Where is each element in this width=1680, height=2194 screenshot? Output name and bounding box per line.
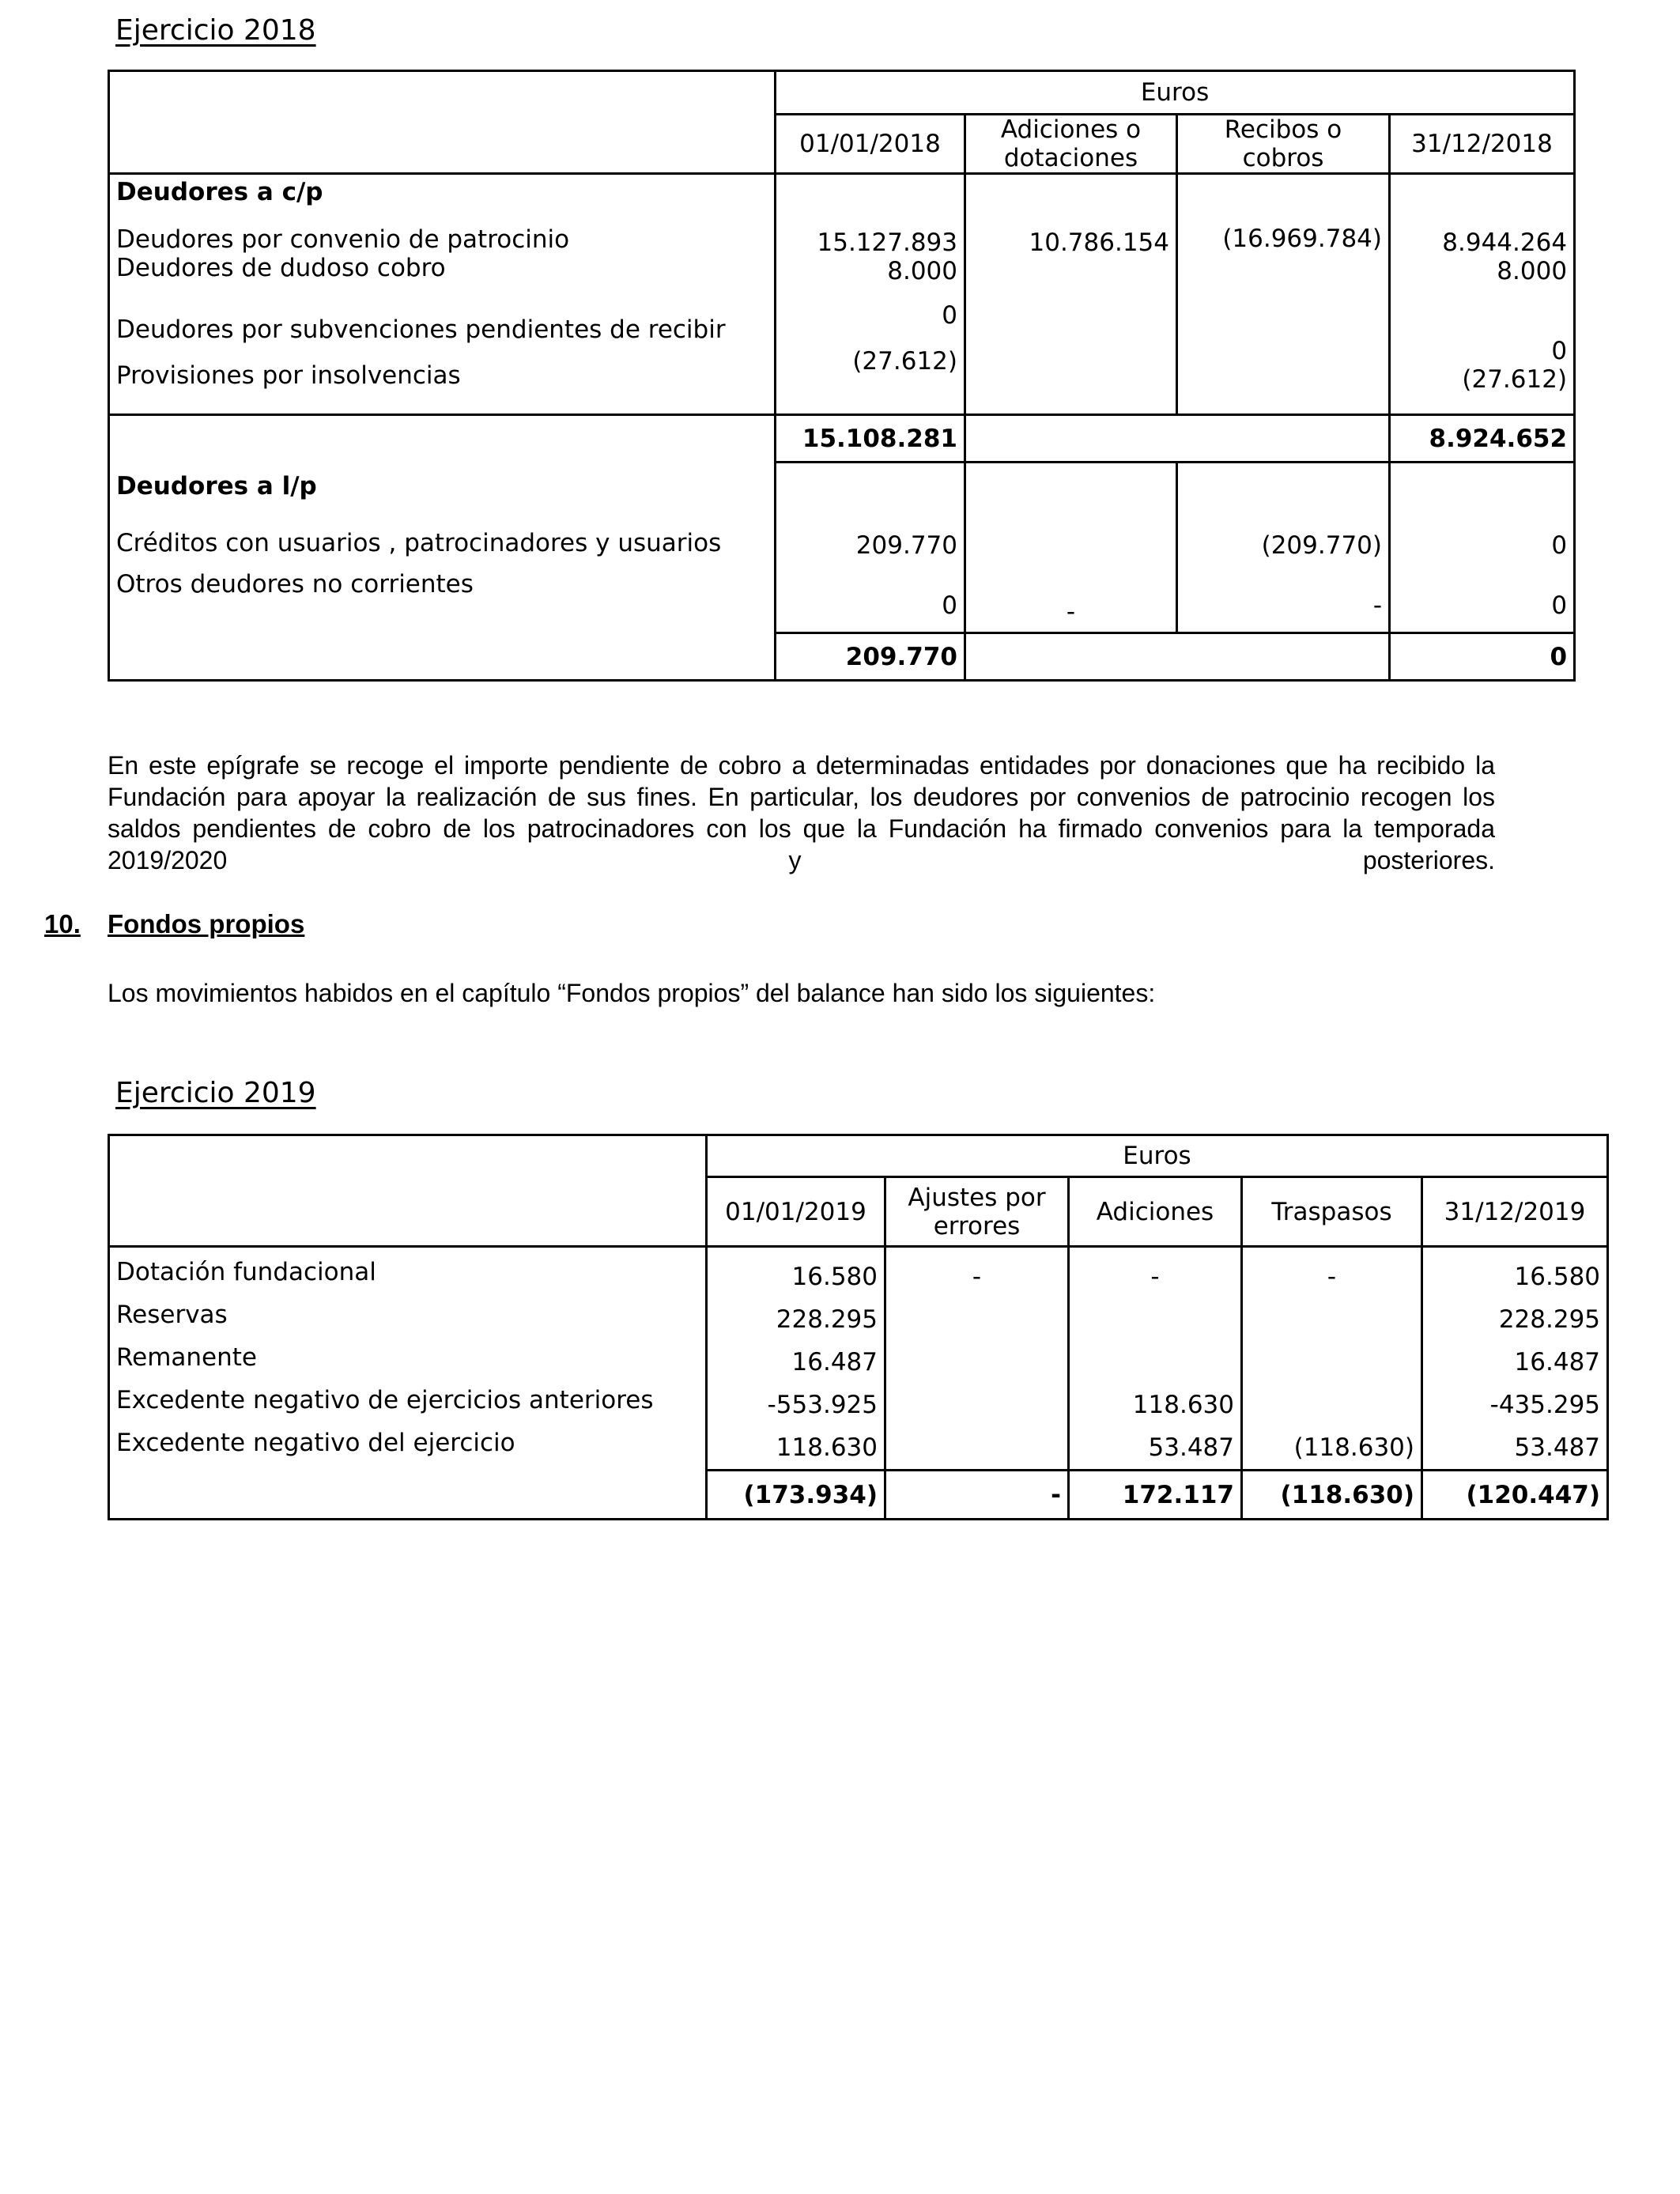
debtors-table-2018 xyxy=(108,70,1576,682)
col-header-start: 01/01/2019 xyxy=(707,1177,885,1247)
col-header-additions: Adiciones xyxy=(1069,1177,1242,1247)
long-term-total-end: 0 xyxy=(1390,633,1575,681)
cell-value: (27.612) xyxy=(852,347,957,376)
equity-adjustment-values xyxy=(885,1247,1069,1471)
long-term-end-values xyxy=(1390,463,1575,633)
equity-transfer-values xyxy=(1242,1247,1422,1471)
paragraph-line: temporada 2019/2020 y posteriores. xyxy=(108,814,1496,874)
cell-value: 10.786.154 xyxy=(1029,228,1169,257)
header-blank-cell xyxy=(109,1135,707,1247)
cell-value: (118.630) xyxy=(1293,1433,1414,1462)
cell-value: 228.295 xyxy=(1498,1305,1601,1334)
cell-value: 16.580 xyxy=(791,1263,878,1291)
body-paragraph xyxy=(108,750,1495,908)
header-blank-cell xyxy=(109,71,776,174)
cell-value xyxy=(1076,1341,1234,1384)
cell-value: -435.295 xyxy=(1489,1391,1601,1419)
row-label: Provisiones por insolvencias xyxy=(116,361,461,390)
equity-start-values xyxy=(707,1247,885,1471)
cell-value: - xyxy=(1150,1263,1160,1291)
cell-value: 8.000 xyxy=(887,257,957,285)
paragraph-line: En este epígrafe se recoge el importe pendiente de cobro a determinadas entidades por donaciones que ha recibido xyxy=(108,751,1466,780)
col-header-additions: Adiciones o dotaciones xyxy=(965,115,1177,174)
col-header-adjustments: Ajustes por errores xyxy=(885,1177,1069,1247)
total-additions: 172.117 xyxy=(1069,1471,1242,1520)
cell-value xyxy=(1249,1341,1414,1384)
row-label: Excedente negativo del ejercicio xyxy=(116,1429,515,1457)
total-end: (120.447) xyxy=(1422,1471,1608,1520)
short-term-start-values xyxy=(776,174,965,415)
col-header-transfers: Traspasos xyxy=(1242,1177,1422,1247)
long-term-total-start: 209.770 xyxy=(776,633,965,681)
row-label: Créditos con usuarios , patrocinadores y usuarios xyxy=(116,528,722,557)
col-header-end: 31/12/2018 xyxy=(1390,115,1575,174)
short-term-total-start: 15.108.281 xyxy=(776,415,965,463)
cell-value: - xyxy=(972,1263,982,1291)
cell-value: 8.000 xyxy=(1497,257,1568,285)
short-term-collections-values xyxy=(1177,174,1390,415)
cell-value: 0 xyxy=(1551,531,1568,560)
long-term-collections-values xyxy=(1177,463,1390,633)
cell-value xyxy=(1249,1298,1414,1341)
cell-value: 118.630 xyxy=(1132,1391,1234,1419)
cell-value: 15.127.893 xyxy=(817,228,957,257)
short-term-title: Deudores a c/p xyxy=(116,178,323,206)
row-label: Dotación fundacional xyxy=(116,1258,376,1286)
cell-value: (27.612) xyxy=(1462,365,1568,394)
total-transfers: (118.630) xyxy=(1242,1471,1422,1520)
cell-value xyxy=(1076,1298,1234,1341)
total-adjustments: - xyxy=(885,1471,1069,1520)
cell-value: 16.487 xyxy=(791,1348,878,1376)
cell-value: 16.487 xyxy=(1514,1348,1601,1376)
row-label: Deudores por convenio de patrocinio xyxy=(116,225,570,254)
section-title-2019: Ejercicio 2019 xyxy=(115,1077,316,1109)
short-term-end-values xyxy=(1390,174,1575,415)
equity-end-values xyxy=(1422,1247,1608,1471)
subtotal-label-cell xyxy=(109,415,776,463)
col-header-start: 01/01/2018 xyxy=(776,115,965,174)
section-title-2018: Ejercicio 2018 xyxy=(115,14,316,47)
cell-value: 53.487 xyxy=(1148,1433,1234,1462)
cell-value: 0 xyxy=(942,301,957,330)
lp-subtotal-label-cell xyxy=(109,633,776,681)
cell-value: 0 xyxy=(942,591,957,620)
heading-text: Fondos propios xyxy=(108,909,305,938)
paragraph-line: los saldos pendientes de cobro de los patrocinadores con los que la Fundación ha firmado convenios para la xyxy=(108,783,1496,843)
col-header-end: 31/12/2019 xyxy=(1422,1177,1608,1247)
cell-value: 0 xyxy=(1551,591,1568,620)
subtotal-empty-cell xyxy=(965,415,1390,463)
section-heading xyxy=(44,909,440,941)
cell-value: - xyxy=(1327,1263,1337,1291)
equity-table-2019 xyxy=(108,1134,1609,1520)
row-label: Deudores de dudoso cobro xyxy=(116,254,446,282)
long-term-title: Deudores a l/p xyxy=(116,471,317,500)
total-start: (173.934) xyxy=(707,1471,885,1520)
cell-value: 53.487 xyxy=(1514,1433,1601,1462)
cell-value: 16.580 xyxy=(1514,1263,1601,1291)
cell-value: 209.770 xyxy=(855,531,957,560)
long-term-labels xyxy=(109,463,776,633)
equity-addition-values xyxy=(1069,1247,1242,1471)
long-term-start-values xyxy=(776,463,965,633)
cell-value: 8.944.264 xyxy=(1442,228,1568,257)
short-term-additions-values xyxy=(965,174,1177,415)
cell-value: (209.770) xyxy=(1261,531,1382,560)
equity-row-labels xyxy=(109,1247,707,1471)
heading-number: 10. xyxy=(44,909,81,938)
cell-value: 228.295 xyxy=(776,1305,878,1334)
row-label: Otros deudores no corrientes xyxy=(116,569,474,599)
cell-value: 0 xyxy=(1551,337,1568,365)
cell-value: -553.925 xyxy=(767,1391,878,1419)
short-term-labels xyxy=(109,174,776,415)
euros-header: Euros xyxy=(707,1135,1608,1177)
total-label-cell xyxy=(109,1471,707,1520)
cell-value xyxy=(1249,1384,1414,1426)
cell-value: 118.630 xyxy=(776,1433,878,1462)
short-term-total-end: 8.924.652 xyxy=(1390,415,1575,463)
row-label: Deudores por subvenciones pendientes de recibir xyxy=(116,315,726,344)
cell-value: - xyxy=(1372,591,1382,620)
row-label: Remanente xyxy=(116,1343,258,1372)
intro-text: Los movimientos habidos en el capítulo “Fondos propios” del balance han sido los siguientes: xyxy=(108,979,1156,1007)
row-label: Excedente negativo de ejercicios anteriores xyxy=(116,1386,654,1414)
lp-subtotal-empty-cell xyxy=(965,633,1390,681)
cell-value: (16.969.784) xyxy=(1222,225,1382,253)
euros-header: Euros xyxy=(776,71,1575,115)
cell-value: - xyxy=(1066,598,1076,626)
col-header-collections: Recibos o cobros xyxy=(1177,115,1390,174)
paragraph-line: la Fundación para apoyar la realización de sus fines. En particular, los deudores por convenios de patrocinio recogen xyxy=(108,751,1496,811)
row-label: Reservas xyxy=(116,1301,228,1329)
long-term-additions-values xyxy=(965,463,1177,633)
